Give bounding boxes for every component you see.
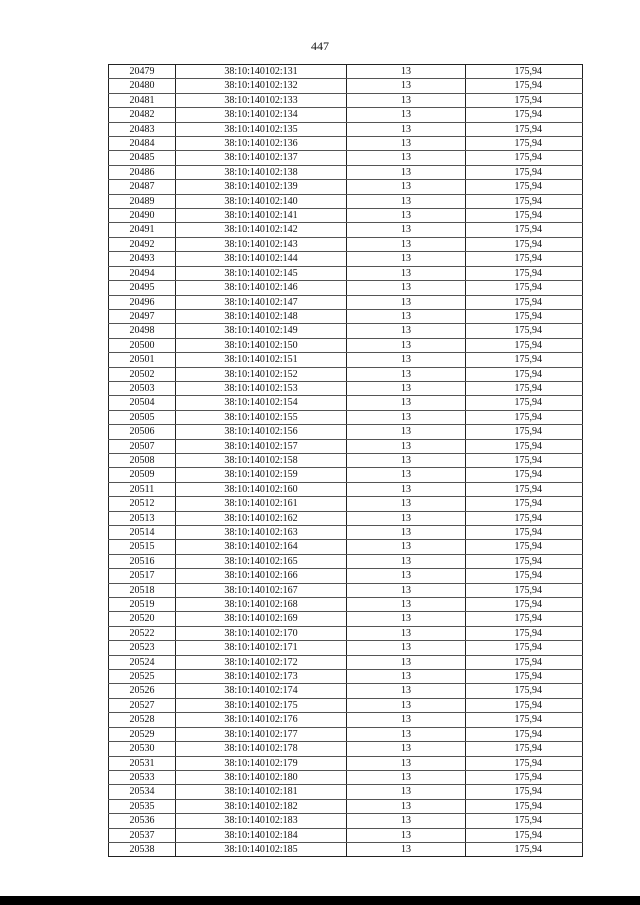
table-row: [109, 742, 583, 756]
table-row: [109, 367, 583, 381]
count-cell: 13: [347, 252, 466, 266]
area-cell: 175,94: [466, 381, 583, 395]
area-cell: 175,94: [466, 108, 583, 122]
count-cell: 13: [347, 295, 466, 309]
cadastral-number-cell: 38:10:140102:174: [176, 684, 347, 698]
cadastral-number-cell: 38:10:140102:165: [176, 554, 347, 568]
cadastral-number-cell: 38:10:140102:146: [176, 281, 347, 295]
table-row: [109, 180, 583, 194]
cadastral-number-cell: 38:10:140102:148: [176, 309, 347, 323]
cadastral-number-cell: 38:10:140102:169: [176, 612, 347, 626]
count-cell: 13: [347, 641, 466, 655]
count-cell: 13: [347, 194, 466, 208]
cadastral-number-cell: 38:10:140102:159: [176, 468, 347, 482]
row-number-cell: 20479: [109, 65, 176, 79]
cadastral-number-cell: 38:10:140102:149: [176, 324, 347, 338]
area-cell: 175,94: [466, 641, 583, 655]
table-row: [109, 266, 583, 280]
cadastral-number-cell: 38:10:140102:138: [176, 165, 347, 179]
row-number-cell: 20524: [109, 655, 176, 669]
cadastral-number-cell: 38:10:140102:156: [176, 425, 347, 439]
row-number-cell: 20493: [109, 252, 176, 266]
scan-edge-band: [0, 896, 640, 905]
area-cell: 175,94: [466, 223, 583, 237]
table-row: [109, 468, 583, 482]
table-row: [109, 309, 583, 323]
area-cell: 175,94: [466, 338, 583, 352]
area-cell: 175,94: [466, 367, 583, 381]
area-cell: 175,94: [466, 785, 583, 799]
row-number-cell: 20526: [109, 684, 176, 698]
area-cell: 175,94: [466, 598, 583, 612]
row-number-cell: 20517: [109, 569, 176, 583]
count-cell: 13: [347, 79, 466, 93]
row-number-cell: 20515: [109, 540, 176, 554]
row-number-cell: 20496: [109, 295, 176, 309]
area-cell: 175,94: [466, 396, 583, 410]
row-number-cell: 20529: [109, 727, 176, 741]
area-cell: 175,94: [466, 453, 583, 467]
area-cell: 175,94: [466, 799, 583, 813]
area-cell: 175,94: [466, 626, 583, 640]
count-cell: 13: [347, 698, 466, 712]
table-row: [109, 165, 583, 179]
table-row: [109, 396, 583, 410]
count-cell: 13: [347, 598, 466, 612]
cadastral-number-cell: 38:10:140102:164: [176, 540, 347, 554]
table-row: [109, 756, 583, 770]
row-number-cell: 20525: [109, 670, 176, 684]
table-row: [109, 453, 583, 467]
table-row: [109, 785, 583, 799]
cadastral-number-cell: 38:10:140102:179: [176, 756, 347, 770]
count-cell: 13: [347, 65, 466, 79]
table-row: [109, 770, 583, 784]
table-row: [109, 842, 583, 856]
row-number-cell: 20533: [109, 770, 176, 784]
count-cell: 13: [347, 223, 466, 237]
cadastral-number-cell: 38:10:140102:151: [176, 353, 347, 367]
cadastral-number-cell: 38:10:140102:134: [176, 108, 347, 122]
table-row: [109, 65, 583, 79]
area-cell: 175,94: [466, 309, 583, 323]
area-cell: 175,94: [466, 770, 583, 784]
row-number-cell: 20535: [109, 799, 176, 813]
area-cell: 175,94: [466, 482, 583, 496]
cadastral-number-cell: 38:10:140102:141: [176, 209, 347, 223]
row-number-cell: 20523: [109, 641, 176, 655]
table-row: [109, 79, 583, 93]
count-cell: 13: [347, 381, 466, 395]
row-number-cell: 20516: [109, 554, 176, 568]
table-row: [109, 641, 583, 655]
count-cell: 13: [347, 626, 466, 640]
count-cell: 13: [347, 93, 466, 107]
cadastral-number-cell: 38:10:140102:139: [176, 180, 347, 194]
area-cell: 175,94: [466, 425, 583, 439]
area-cell: 175,94: [466, 828, 583, 842]
area-cell: 175,94: [466, 612, 583, 626]
cadastral-number-cell: 38:10:140102:171: [176, 641, 347, 655]
count-cell: 13: [347, 122, 466, 136]
area-cell: 175,94: [466, 756, 583, 770]
count-cell: 13: [347, 151, 466, 165]
area-cell: 175,94: [466, 727, 583, 741]
count-cell: 13: [347, 180, 466, 194]
row-number-cell: 20506: [109, 425, 176, 439]
parcel-table: [108, 64, 583, 857]
row-number-cell: 20483: [109, 122, 176, 136]
row-number-cell: 20537: [109, 828, 176, 842]
area-cell: 175,94: [466, 439, 583, 453]
cadastral-number-cell: 38:10:140102:167: [176, 583, 347, 597]
cadastral-number-cell: 38:10:140102:180: [176, 770, 347, 784]
area-cell: 175,94: [466, 713, 583, 727]
area-cell: 175,94: [466, 237, 583, 251]
count-cell: 13: [347, 137, 466, 151]
count-cell: 13: [347, 842, 466, 856]
count-cell: 13: [347, 309, 466, 323]
cadastral-number-cell: 38:10:140102:185: [176, 842, 347, 856]
cadastral-number-cell: 38:10:140102:172: [176, 655, 347, 669]
table-row: [109, 338, 583, 352]
count-cell: 13: [347, 655, 466, 669]
row-number-cell: 20514: [109, 526, 176, 540]
cadastral-number-cell: 38:10:140102:136: [176, 137, 347, 151]
count-cell: 13: [347, 727, 466, 741]
count-cell: 13: [347, 756, 466, 770]
row-number-cell: 20495: [109, 281, 176, 295]
row-number-cell: 20507: [109, 439, 176, 453]
table-row: [109, 655, 583, 669]
cadastral-number-cell: 38:10:140102:183: [176, 814, 347, 828]
area-cell: 175,94: [466, 137, 583, 151]
table-row: [109, 713, 583, 727]
count-cell: 13: [347, 108, 466, 122]
table-row: [109, 540, 583, 554]
count-cell: 13: [347, 209, 466, 223]
table-row: [109, 814, 583, 828]
area-cell: 175,94: [466, 165, 583, 179]
area-cell: 175,94: [466, 742, 583, 756]
row-number-cell: 20518: [109, 583, 176, 597]
count-cell: 13: [347, 281, 466, 295]
row-number-cell: 20520: [109, 612, 176, 626]
row-number-cell: 20484: [109, 137, 176, 151]
table-row: [109, 381, 583, 395]
table-row: [109, 281, 583, 295]
cadastral-number-cell: 38:10:140102:166: [176, 569, 347, 583]
cadastral-number-cell: 38:10:140102:131: [176, 65, 347, 79]
area-cell: 175,94: [466, 554, 583, 568]
area-cell: 175,94: [466, 266, 583, 280]
cadastral-number-cell: 38:10:140102:135: [176, 122, 347, 136]
area-cell: 175,94: [466, 842, 583, 856]
cadastral-number-cell: 38:10:140102:173: [176, 670, 347, 684]
cadastral-number-cell: 38:10:140102:181: [176, 785, 347, 799]
row-number-cell: 20511: [109, 482, 176, 496]
table-row: [109, 410, 583, 424]
cadastral-number-cell: 38:10:140102:140: [176, 194, 347, 208]
row-number-cell: 20500: [109, 338, 176, 352]
count-cell: 13: [347, 367, 466, 381]
count-cell: 13: [347, 742, 466, 756]
area-cell: 175,94: [466, 93, 583, 107]
area-cell: 175,94: [466, 122, 583, 136]
count-cell: 13: [347, 353, 466, 367]
count-cell: 13: [347, 165, 466, 179]
area-cell: 175,94: [466, 410, 583, 424]
cadastral-number-cell: 38:10:140102:170: [176, 626, 347, 640]
cadastral-number-cell: 38:10:140102:133: [176, 93, 347, 107]
table-row: [109, 727, 583, 741]
cadastral-number-cell: 38:10:140102:162: [176, 511, 347, 525]
table-body: [109, 65, 583, 857]
cadastral-number-cell: 38:10:140102:178: [176, 742, 347, 756]
cadastral-number-cell: 38:10:140102:137: [176, 151, 347, 165]
count-cell: 13: [347, 770, 466, 784]
cadastral-number-cell: 38:10:140102:155: [176, 410, 347, 424]
cadastral-number-cell: 38:10:140102:154: [176, 396, 347, 410]
count-cell: 13: [347, 396, 466, 410]
table-row: [109, 353, 583, 367]
row-number-cell: 20490: [109, 209, 176, 223]
cadastral-number-cell: 38:10:140102:132: [176, 79, 347, 93]
area-cell: 175,94: [466, 497, 583, 511]
cadastral-number-cell: 38:10:140102:145: [176, 266, 347, 280]
count-cell: 13: [347, 554, 466, 568]
row-number-cell: 20536: [109, 814, 176, 828]
count-cell: 13: [347, 237, 466, 251]
row-number-cell: 20497: [109, 309, 176, 323]
table-row: [109, 612, 583, 626]
count-cell: 13: [347, 583, 466, 597]
count-cell: 13: [347, 799, 466, 813]
row-number-cell: 20503: [109, 381, 176, 395]
cadastral-number-cell: 38:10:140102:177: [176, 727, 347, 741]
row-number-cell: 20486: [109, 165, 176, 179]
count-cell: 13: [347, 612, 466, 626]
row-number-cell: 20534: [109, 785, 176, 799]
row-number-cell: 20492: [109, 237, 176, 251]
row-number-cell: 20508: [109, 453, 176, 467]
table-row: [109, 194, 583, 208]
page-number: 447: [311, 39, 329, 53]
area-cell: 175,94: [466, 194, 583, 208]
cadastral-number-cell: 38:10:140102:168: [176, 598, 347, 612]
count-cell: 13: [347, 713, 466, 727]
area-cell: 175,94: [466, 670, 583, 684]
table-row: [109, 554, 583, 568]
row-number-cell: 20498: [109, 324, 176, 338]
area-cell: 175,94: [466, 698, 583, 712]
area-cell: 175,94: [466, 281, 583, 295]
row-number-cell: 20480: [109, 79, 176, 93]
cadastral-number-cell: 38:10:140102:161: [176, 497, 347, 511]
table-row: [109, 497, 583, 511]
row-number-cell: 20482: [109, 108, 176, 122]
count-cell: 13: [347, 828, 466, 842]
table-row: [109, 511, 583, 525]
area-cell: 175,94: [466, 295, 583, 309]
row-number-cell: 20494: [109, 266, 176, 280]
count-cell: 13: [347, 526, 466, 540]
area-cell: 175,94: [466, 468, 583, 482]
row-number-cell: 20531: [109, 756, 176, 770]
area-cell: 175,94: [466, 180, 583, 194]
area-cell: 175,94: [466, 65, 583, 79]
table-row: [109, 684, 583, 698]
row-number-cell: 20519: [109, 598, 176, 612]
row-number-cell: 20527: [109, 698, 176, 712]
area-cell: 175,94: [466, 655, 583, 669]
count-cell: 13: [347, 684, 466, 698]
cadastral-number-cell: 38:10:140102:176: [176, 713, 347, 727]
table-row: [109, 583, 583, 597]
count-cell: 13: [347, 670, 466, 684]
cadastral-number-cell: 38:10:140102:153: [176, 381, 347, 395]
table-row: [109, 223, 583, 237]
table-row: [109, 295, 583, 309]
cadastral-number-cell: 38:10:140102:158: [176, 453, 347, 467]
row-number-cell: 20509: [109, 468, 176, 482]
table-row: [109, 698, 583, 712]
count-cell: 13: [347, 266, 466, 280]
cadastral-number-cell: 38:10:140102:160: [176, 482, 347, 496]
table-row: [109, 137, 583, 151]
area-cell: 175,94: [466, 209, 583, 223]
area-cell: 175,94: [466, 324, 583, 338]
table-row: [109, 425, 583, 439]
area-cell: 175,94: [466, 526, 583, 540]
table-row: [109, 252, 583, 266]
count-cell: 13: [347, 439, 466, 453]
count-cell: 13: [347, 468, 466, 482]
count-cell: 13: [347, 540, 466, 554]
table-row: [109, 526, 583, 540]
cadastral-number-cell: 38:10:140102:144: [176, 252, 347, 266]
table-row: [109, 439, 583, 453]
area-cell: 175,94: [466, 684, 583, 698]
cadastral-number-cell: 38:10:140102:157: [176, 439, 347, 453]
count-cell: 13: [347, 511, 466, 525]
cadastral-number-cell: 38:10:140102:175: [176, 698, 347, 712]
row-number-cell: 20505: [109, 410, 176, 424]
cadastral-number-cell: 38:10:140102:147: [176, 295, 347, 309]
table-row: [109, 93, 583, 107]
row-number-cell: 20522: [109, 626, 176, 640]
count-cell: 13: [347, 482, 466, 496]
table-row: [109, 626, 583, 640]
table-row: [109, 828, 583, 842]
row-number-cell: 20513: [109, 511, 176, 525]
count-cell: 13: [347, 569, 466, 583]
cadastral-number-cell: 38:10:140102:163: [176, 526, 347, 540]
table-row: [109, 122, 583, 136]
count-cell: 13: [347, 785, 466, 799]
row-number-cell: 20501: [109, 353, 176, 367]
table-row: [109, 151, 583, 165]
count-cell: 13: [347, 338, 466, 352]
row-number-cell: 20491: [109, 223, 176, 237]
table-row: [109, 108, 583, 122]
area-cell: 175,94: [466, 151, 583, 165]
cadastral-number-cell: 38:10:140102:143: [176, 237, 347, 251]
count-cell: 13: [347, 453, 466, 467]
row-number-cell: 20489: [109, 194, 176, 208]
count-cell: 13: [347, 410, 466, 424]
count-cell: 13: [347, 497, 466, 511]
table-row: [109, 569, 583, 583]
area-cell: 175,94: [466, 252, 583, 266]
area-cell: 175,94: [466, 569, 583, 583]
row-number-cell: 20528: [109, 713, 176, 727]
cadastral-number-cell: 38:10:140102:142: [176, 223, 347, 237]
table-row: [109, 237, 583, 251]
table-row: [109, 799, 583, 813]
count-cell: 13: [347, 425, 466, 439]
table-row: [109, 670, 583, 684]
table-row: [109, 598, 583, 612]
cadastral-number-cell: 38:10:140102:184: [176, 828, 347, 842]
row-number-cell: 20481: [109, 93, 176, 107]
area-cell: 175,94: [466, 814, 583, 828]
count-cell: 13: [347, 814, 466, 828]
area-cell: 175,94: [466, 540, 583, 554]
cadastral-number-cell: 38:10:140102:152: [176, 367, 347, 381]
area-cell: 175,94: [466, 583, 583, 597]
cadastral-number-cell: 38:10:140102:150: [176, 338, 347, 352]
count-cell: 13: [347, 324, 466, 338]
cadastral-number-cell: 38:10:140102:182: [176, 799, 347, 813]
area-cell: 175,94: [466, 353, 583, 367]
row-number-cell: 20512: [109, 497, 176, 511]
row-number-cell: 20485: [109, 151, 176, 165]
area-cell: 175,94: [466, 511, 583, 525]
table-row: [109, 209, 583, 223]
table-row: [109, 324, 583, 338]
area-cell: 175,94: [466, 79, 583, 93]
row-number-cell: 20504: [109, 396, 176, 410]
table-row: [109, 482, 583, 496]
row-number-cell: 20502: [109, 367, 176, 381]
row-number-cell: 20487: [109, 180, 176, 194]
row-number-cell: 20530: [109, 742, 176, 756]
row-number-cell: 20538: [109, 842, 176, 856]
